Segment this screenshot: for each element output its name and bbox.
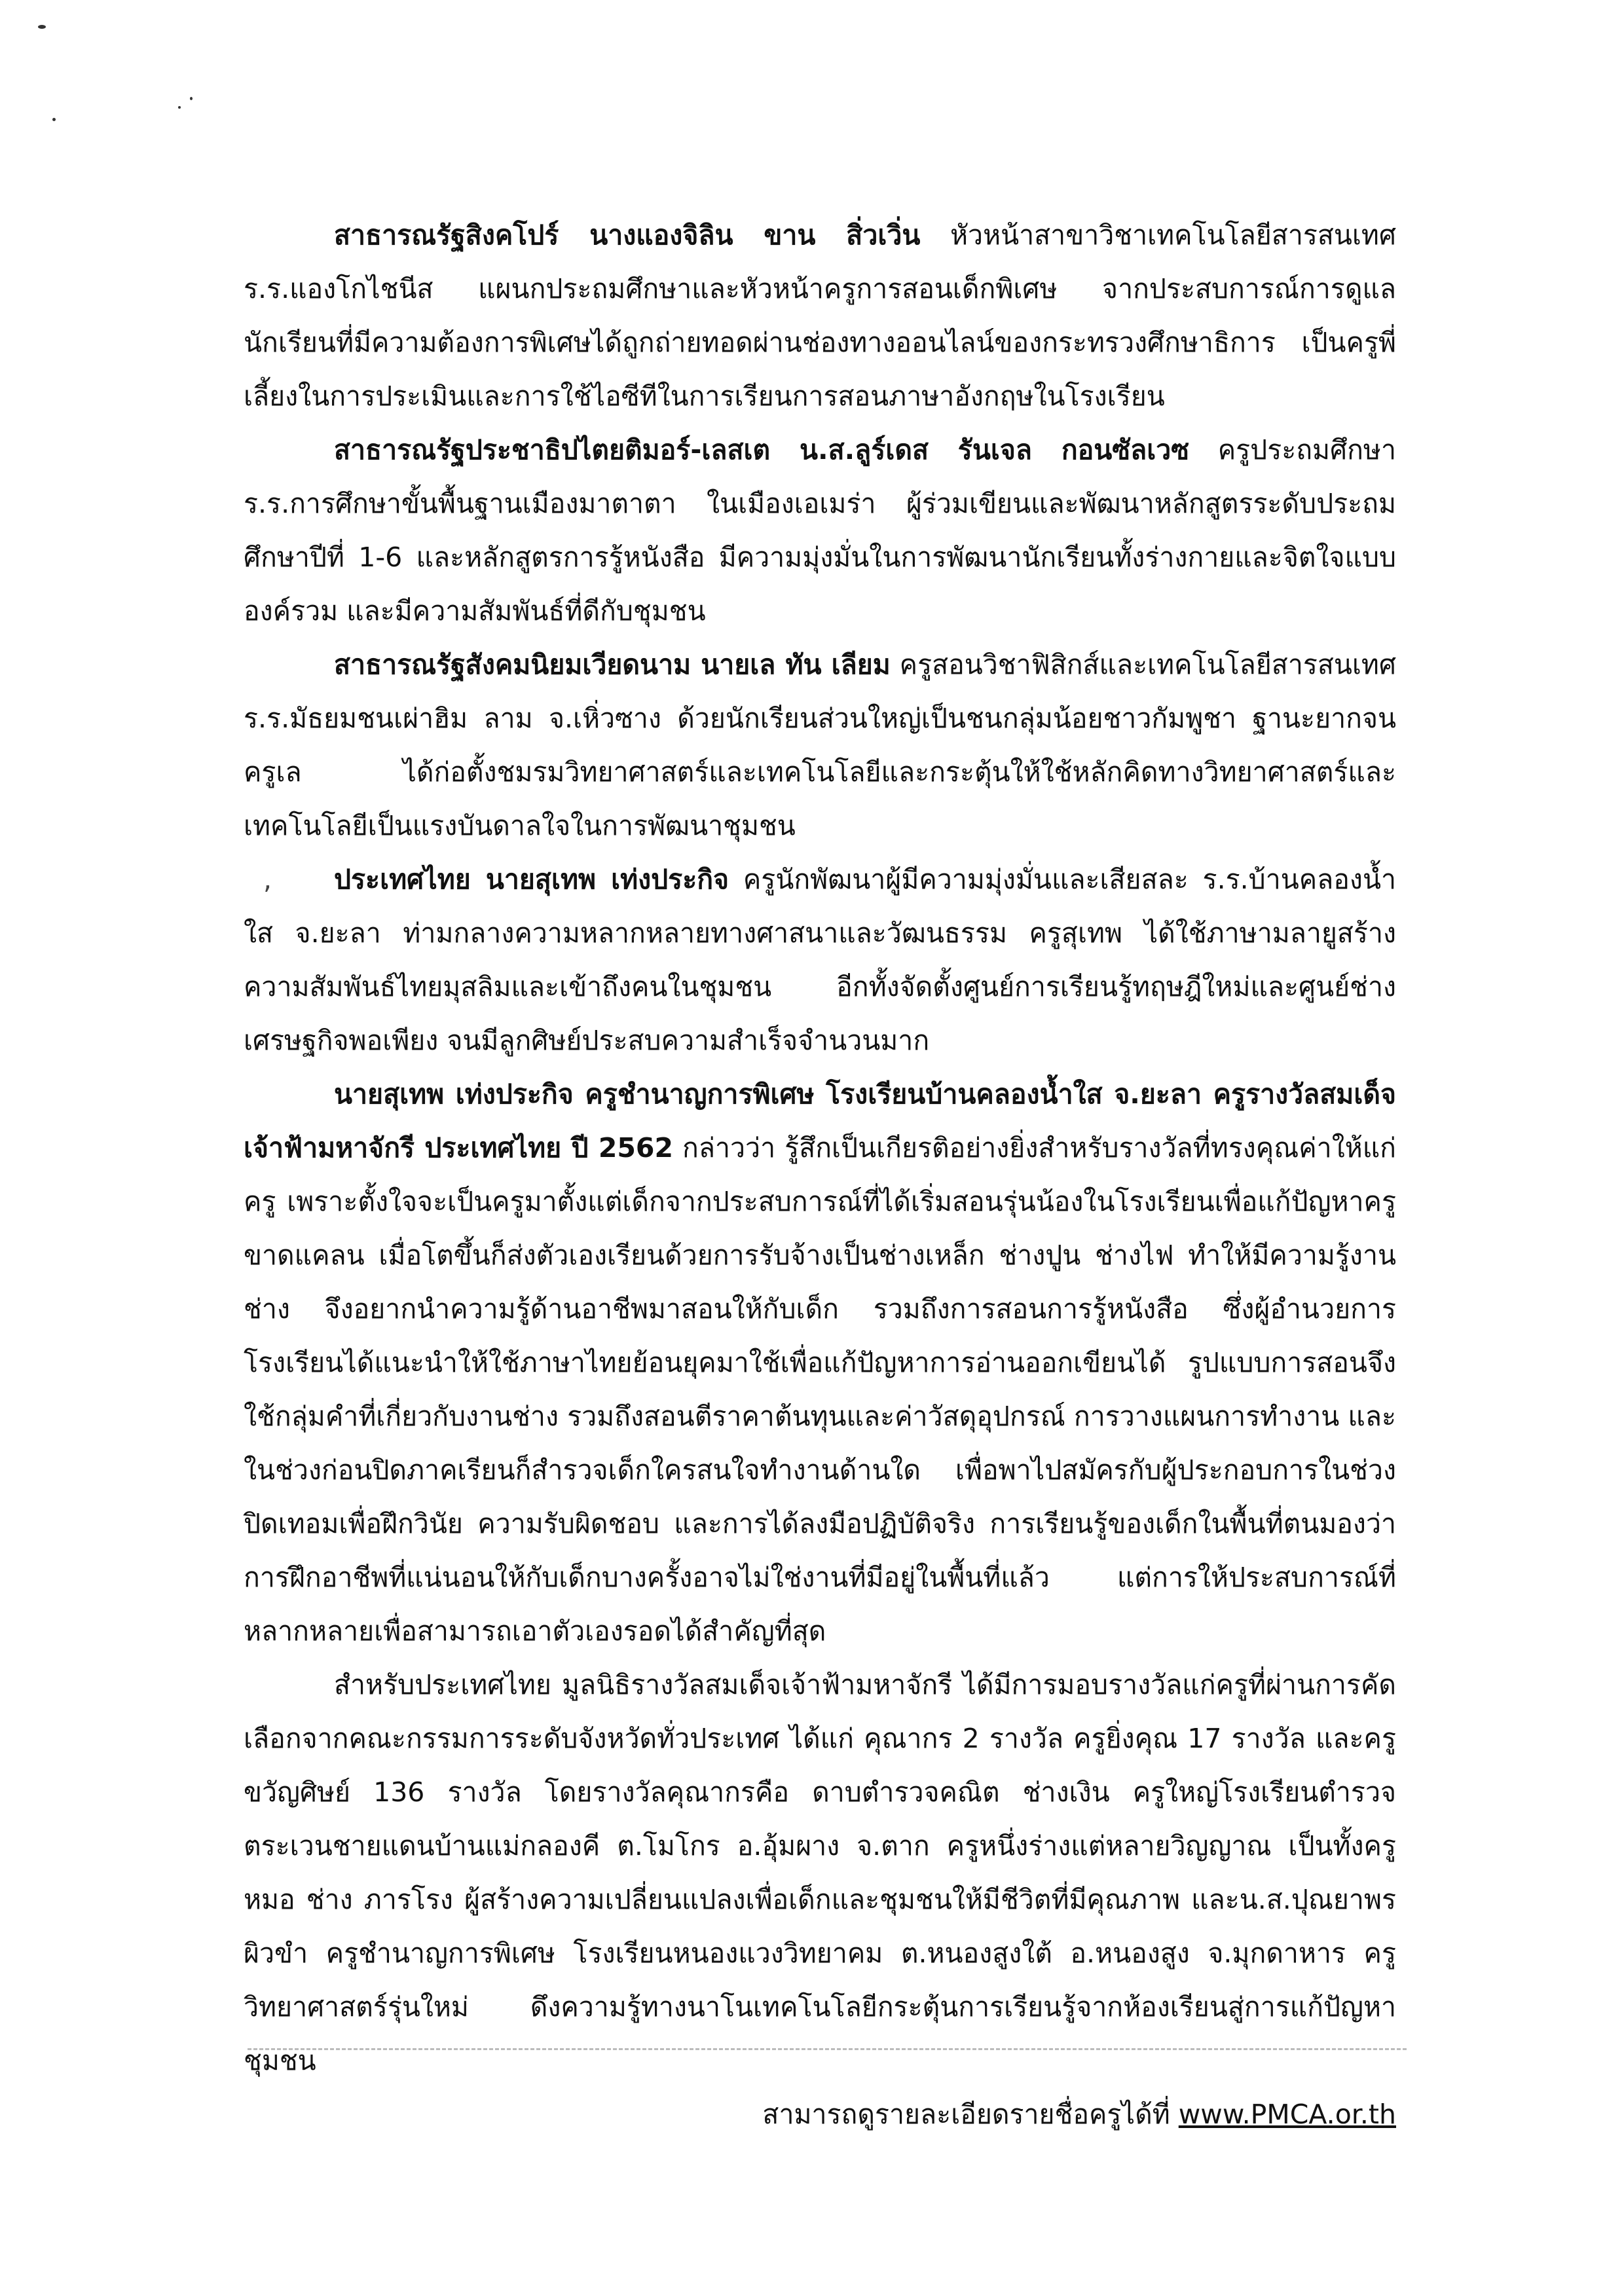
paragraph-timor-leste [244,423,1396,638]
closing-line [244,2087,1396,2141]
paragraph-text: สำหรับประเทศไทย มูลนิธิรางวัลสมเด็จเจ้าฟ้ามหาจักรี ได้มีการมอบรางวัลแก่ครูที่ผ่านการคัดเลือกจากคณะกรรมการระดับจังหวัดทั่วประเทศ ได้แก่ คุณากร 2 รางวัล ครูยิ่งคุณ 17 รางวัล และครูขวัญศิษย์ 136 รางวัล โดยรางวัลคุณากรคือ ดาบตำรวจคณิต ช่างเงิน ครูใหญ่โรงเรียนตำรวจตระเวนชายแดนบ้านแม่กลองคี ต.โมโกร อ.อุ้มผาง จ.ตาก ครูหนึ่งร่างแต่หลายวิญญาณ เป็นทั้งครู หมอ ช่าง ภารโรง ผู้สร้างความเปลี่ยนแปลงเพื่อเด็กและชุมชนให้มีชีวิตที่มีคุณภาพ และน.ส.ปุณยาพร ผิวขำ ครูชำนาญการพิเศษ โรงเรียนหนองแวงวิทยาคม ต.หนองสูงใต้ อ.หนองสูง จ.มุกดาหาร ครูวิทยาศาสตร์รุ่นใหม่ ดึงความรู้ทางนาโนเทคโนโลยีกระตุ้นการเรียนรู้จากห้องเรียนสู่การแก้ปัญหาชุมชน [244,1669,1396,2076]
paragraph-thailand [244,853,1396,1067]
paragraph-lead: สาธารณรัฐสิงคโปร์ นางแองจิลิน ขาน สิ่วเวิ่น [334,219,921,251]
paragraph-quote [244,1067,1396,1658]
closing-text: สามารถดูรายละเอียดรายชื่อครูได้ที่ [762,2099,1179,2130]
scan-speck [52,118,56,121]
paragraph-vietnam [244,638,1396,853]
paragraph-lead: นายสุเทพ เท่งประกิจ ครูชำนาญการพิเศษ โรงเรียนบ้านคลองน้ำใส จ.ยะลา ครูรางวัลสมเด็จเจ้าฟ้ามหาจักรี ประเทศไทย ปี 2562 [244,1078,1396,1164]
document-body [244,208,1396,2141]
paragraph-lead: สาธารณรัฐประชาธิปไตยติมอร์-เลสเต น.ส.ลูร์เดส รันเจล กอนซัลเวซ [334,434,1190,466]
paragraph-text: ครูสอนวิชาฟิสิกส์และเทคโนโลยีสารสนเทศ ร.ร.มัธยมชนเผ่าฮิม ลาม จ.เหิ่วซาง ด้วยนักเรียนส่วนใหญ่เป็นชนกลุ่มน้อยชาวกัมพูชา ฐานะยากจน ครูเล ได้ก่อตั้งชมรมวิทยาศาสตร์และเทคโนโลยีและกระตุ้นให้ใช้หลักคิดทางวิทยาศาสตร์และเทคโนโลยีเป็นแรงบันดาลใจในการพัฒนาชุมชน [244,649,1396,841]
paragraph-awards [244,1658,1396,2087]
paragraph-text: ครูประถมศึกษา ร.ร.การศึกษาขั้นพื้นฐานเมืองมาตาตา ในเมืองเอเมร่า ผู้ร่วมเขียนและพัฒนาหลักสูตรระดับประถมศึกษาปีที่ 1-6 และหลักสูตรการรู้หนังสือ มีความมุ่งมั่นในการพัฒนานักเรียนทั้งร่างกายและจิตใจแบบองค์รวม และมีความสัมพันธ์ที่ดีกับชุมชน [244,434,1396,627]
scan-speck [178,106,181,109]
paragraph-text: ครูนักพัฒนาผู้มีความมุ่งมั่นและเสียสละ ร.ร.บ้านคลองน้ำใส จ.ยะลา ท่ามกลางความหลากหลายทางศาสนาและวัฒนธรรม ครูสุเทพ ได้ใช้ภาษามลายูสร้างความสัมพันธ์ไทยมุสลิมและเข้าถึงคนในชุมชน อีกทั้งจัดตั้งศูนย์การเรียนรู้ทฤษฎีใหม่และศูนย์ช่างเศรษฐกิจพอเพียง จนมีลูกศิษย์ประสบความสำเร็จจำนวนมาก [244,864,1396,1056]
paragraph-singapore [244,208,1396,423]
paragraph-lead: ประเทศไทย นายสุเทพ เท่งประกิจ [334,864,729,895]
paragraph-text: หัวหน้าสาขาวิชาเทคโนโลยีสารสนเทศ ร.ร.แองโกไชนีส แผนกประถมศึกษาและหัวหน้าครูการสอนเด็กพิเศษ จากประสบการณ์การดูแลนักเรียนที่มีความต้องการพิเศษได้ถูกถ่ายทอดผ่านช่องทางออนไลน์ของกระทรวงศึกษาธิการ เป็นครูพี่เลี้ยงในการประเมินและการใช้ไอซีทีในการเรียนการสอนภาษาอังกฤษในโรงเรียน [244,219,1396,412]
scan-speck [38,25,46,29]
paragraph-lead: สาธารณรัฐสังคมนิยมเวียดนาม นายเล ทัน เลียม [334,649,891,680]
website-link[interactable]: www.PMCA.or.th [1178,2099,1396,2130]
footer-divider [248,2048,1407,2050]
paragraph-text: กล่าวว่า รู้สึกเป็นเกียรติอย่างยิ่งสำหรับรางวัลที่ทรงคุณค่าให้แก่ครู เพราะตั้งใจจะเป็นครูมาตั้งแต่เด็กจากประสบการณ์ที่ได้เริ่มสอนรุ่นน้องในโรงเรียนเพื่อแก้ปัญหาครูขาดแคลน เมื่อโตขึ้นก็ส่งตัวเองเรียนด้วยการรับจ้างเป็นช่างเหล็ก ช่างปูน ช่างไฟ ทำให้มีความรู้งานช่าง จึงอยากนำความรู้ด้านอาชีพมาสอนให้กับเด็ก รวมถึงการสอนการรู้หนังสือ ซึ่งผู้อำนวยการโรงเรียนได้แนะนำให้ใช้ภาษาไทยย้อนยุคมาใช้เพื่อแก้ปัญหาการอ่านออกเขียนได้ รูปแบบการสอนจึงใช้กลุ่มคำที่เกี่ยวกับงานช่าง รวมถึงสอนตีราคาต้นทุนและค่าวัสดุอุปกรณ์ การวางแผนการทำงาน และในช่วงก่อนปิดภาคเรียนก็สำรวจเด็กใครสนใจทำงานด้านใด เพื่อพาไปสมัครกับผู้ประกอบการในช่วงปิดเทอมเพื่อฝึกวินัย ความรับผิดชอบ และการได้ลงมือปฏิบัติจริง การเรียนรู้ของเด็กในพื้นที่ตนมองว่า การฝึกอาชีพที่แน่นอนให้กับเด็กบางครั้งอาจไม่ใช่งานที่มีอยู่ในพื้นที่แล้ว แต่การให้ประสบการณ์ที่หลากหลายเพื่อสามารถเอาตัวเองรอดได้สำคัญที่สุด [244,1132,1396,1647]
scan-speck [190,97,193,100]
stray-mark: , [263,864,272,895]
